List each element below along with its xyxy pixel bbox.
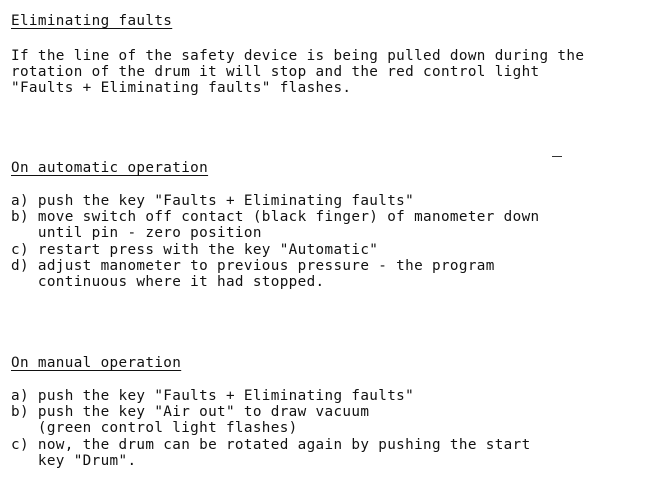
auto-step-c: c) restart press with the key "Automatic" [11, 242, 379, 258]
manual-step-c-cont: key "Drum". [11, 453, 137, 469]
stray-dash-mark [552, 156, 562, 157]
heading-automatic-operation: On automatic operation [11, 160, 209, 176]
intro-line-2: rotation of the drum it will stop and the red control light [11, 64, 540, 80]
heading-manual-operation: On manual operation [11, 355, 182, 371]
manual-step-b: b) push the key "Air out" to draw vacuum [11, 404, 370, 420]
auto-step-b-cont: until pin - zero position [11, 225, 262, 241]
auto-step-d-cont: continuous where it had stopped. [11, 274, 325, 290]
manual-step-b-cont: (green control light flashes) [11, 420, 298, 436]
manual-step-a: a) push the key "Faults + Eliminating faults" [11, 388, 415, 404]
intro-line-1: If the line of the safety device is being pulled down during the [11, 48, 585, 64]
intro-line-3: "Faults + Eliminating faults" flashes. [11, 80, 352, 96]
auto-step-d: d) adjust manometer to previous pressure - the program [11, 258, 495, 274]
heading-eliminating-faults: Eliminating faults [11, 13, 173, 29]
auto-step-b: b) move switch off contact (black finger) of manometer down [11, 209, 540, 225]
auto-step-a: a) push the key "Faults + Eliminating faults" [11, 193, 415, 209]
manual-step-c: c) now, the drum can be rotated again by pushing the start [11, 437, 531, 453]
